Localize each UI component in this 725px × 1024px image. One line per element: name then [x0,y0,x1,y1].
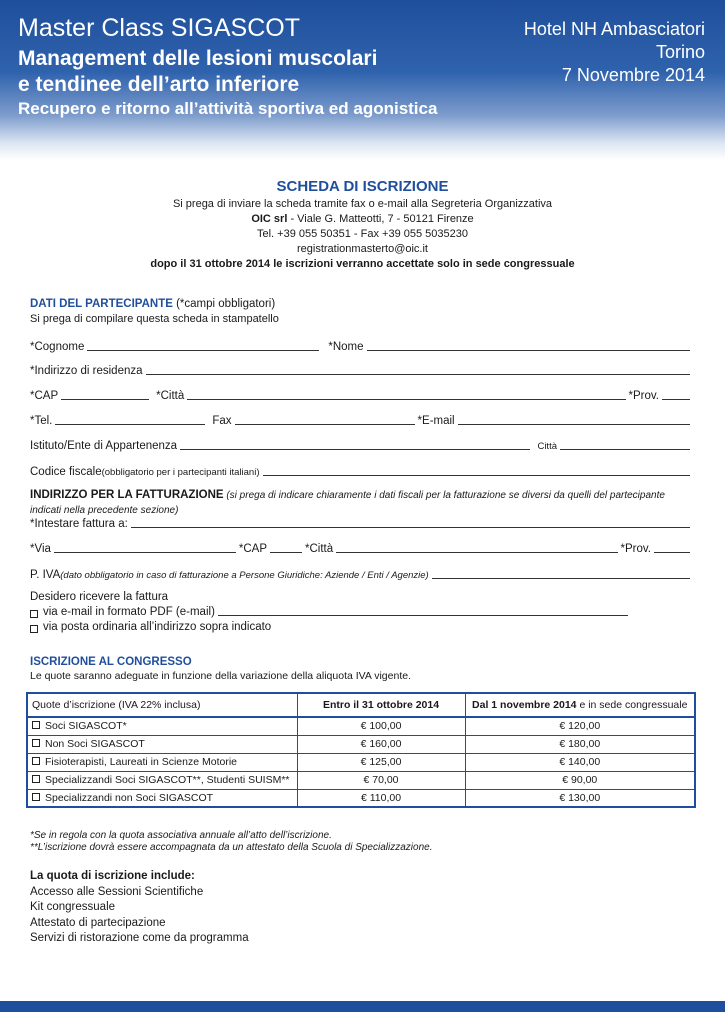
participant-title-text: DATI DEL PARTECIPANTE [30,298,173,310]
row-address [30,361,693,377]
table-row [27,771,695,789]
fee-late-cell: € 140,00 [465,753,695,771]
event-subtitle-line1: Management delle lesioni muscolari [18,47,378,70]
name-label: *Nome [328,341,364,353]
invoice-to-field[interactable] [131,516,690,528]
billing-title-text: INDIRIZZO PER LA FATTURAZIONE [30,489,224,501]
surname-label: *Cognome [30,341,85,353]
organizer-street: - Viale G. Matteotti, 7 - 50121 Firenze [287,213,474,225]
fee-checkbox[interactable] [32,757,40,765]
fee-includes [30,869,249,947]
deadline-note: dopo il 31 ottobre 2014 le iscrizioni verranno accettate solo in sede congressuale [150,258,575,270]
fee-checkbox[interactable] [32,721,40,729]
fee-header-late-text: Dal 1 novembre 2014 [472,699,577,711]
institute-city-field[interactable] [560,438,690,450]
address-field[interactable] [146,363,690,375]
event-subtitle-line3: Recupero e ritorno all’attività sportiva ed agonistica [18,99,438,118]
venue: Hotel NH Ambasciatori [523,19,705,39]
fee-type-label: Specializzandi Soci SIGASCOT**, Studenti SUISM** [45,774,290,786]
intro-line: Si prega di inviare la scheda tramite fax o e-mail alla Segreteria Organizzativa [172,198,553,210]
fee-header-early-text: Entro il 31 ottobre 2014 [322,699,440,711]
row-invoice-pdf [30,602,693,618]
institute-field[interactable] [180,438,530,450]
fee-type-cell [27,789,297,807]
fee-type-label: Fisioterapisti, Laureati in Scienze Motorie [45,756,238,768]
address-label: *Indirizzo di residenza [30,365,143,377]
fee-late-cell: € 90,00 [465,771,695,789]
fee-early-cell: € 100,00 [297,717,465,735]
participant-title-note: (*campi obbligatori) [172,298,276,310]
event-location [524,18,705,87]
fee-table [26,692,696,808]
cap-field[interactable] [61,388,149,400]
row-cap-city [30,386,693,402]
list-item: Kit congressuale [30,901,116,913]
list-item: Servizi di ristorazione come da programma [30,932,249,944]
email-label: *E-mail [417,415,455,427]
city-field[interactable] [187,388,625,400]
fiscal-code-label: Codice fiscale [30,466,102,478]
organizer-email: registrationmasterto@oic.it [297,243,428,255]
email-field[interactable] [458,413,690,425]
fee-type-cell [27,753,297,771]
vat-label: P. IVA [30,569,61,581]
billing-city-label: *Città [305,543,334,555]
tel-field[interactable] [55,413,205,425]
fee-header-type: Quote d’iscrizione (IVA 22% inclusa) [27,693,297,717]
list-item: Accesso alle Sessioni Scientifiche [30,885,204,898]
billing-street-label: *Via [30,543,51,555]
institute-city-label: Città [537,441,557,452]
congress-vat-note: Le quote saranno adeguate in funzione della variazione della aliquota IVA vigente. [30,670,412,682]
congress-section-title: ISCRIZIONE AL CONGRESSO [30,656,192,668]
fiscal-code-field[interactable] [263,464,691,476]
fiscal-code-note: (obbligatorio per i partecipanti italiani) [101,467,260,478]
billing-prov-field[interactable] [654,541,690,553]
list-item: Attestato di partecipazione [30,916,166,929]
fee-checkbox[interactable] [32,793,40,801]
organizer-phone: Tel. +39 055 50351 - Fax +39 055 5035230 [256,228,468,240]
billing-cap-field[interactable] [270,541,302,553]
footer-bar [0,1001,725,1012]
row-billing-address [30,539,693,555]
billing-cap-label: *CAP [238,543,268,555]
row-invoice-to [30,514,693,530]
billing-title-note: (si prega di indicare chiaramente i dati fiscali per la fatturazione se diversi da quelli del partecipante indicati nella precedente sezione) [30,490,665,516]
fee-type-label: Specializzandi non Soci SIGASCOT [45,791,214,804]
prov-field[interactable] [662,388,690,400]
organizer-address [0,212,725,227]
invoice-delivery-label: Desidero ricevere la fattura [30,591,169,603]
fee-late-cell: € 180,00 [465,735,695,753]
footnote-1: *Se in regola con la quota associativa annuale all’atto dell’iscrizione. [30,830,332,841]
billing-street-field[interactable] [54,541,236,553]
surname-field[interactable] [87,339,319,351]
row-fiscal-code [30,462,693,478]
header-banner [0,0,725,160]
invoice-to-label: *Intestare fattura a: [30,518,128,530]
table-row [27,735,695,753]
fee-late-cell: € 130,00 [465,789,695,807]
fee-table-header [27,693,695,717]
fee-type-cell [27,717,297,735]
row-invoice-post [30,617,693,633]
fee-header-early [297,693,465,717]
fee-early-cell: € 160,00 [297,735,465,753]
city: Torino [655,42,705,62]
fee-header-late-note: e in sede congressuale [576,699,688,711]
fee-type-label: Non Soci SIGASCOT [45,738,145,750]
billing-city-field[interactable] [336,541,617,553]
event-title: Master Class SIGASCOT [18,14,300,42]
row-vat [30,565,693,581]
participant-section-title [30,298,275,310]
fax-field[interactable] [235,413,415,425]
post-option-label: via posta ordinaria all’indirizzo sopra indicato [43,621,272,633]
pdf-email-field[interactable] [218,604,628,616]
fee-checkbox[interactable] [32,739,40,747]
participant-instruction: Si prega di compilare questa scheda in stampatello [30,313,279,325]
fee-early-cell: € 70,00 [297,771,465,789]
tel-label: *Tel. [30,415,53,427]
organizer-name: OIC srl [251,213,288,225]
prov-label: *Prov. [628,390,659,402]
fee-header-late [465,693,695,717]
row-name [30,337,693,353]
fee-type-cell [27,771,297,789]
fee-early-cell: € 125,00 [297,753,465,771]
city-label: *Città [156,390,185,402]
fee-late-cell: € 120,00 [465,717,695,735]
fee-type-cell [27,735,297,753]
pdf-option-label: via e-mail in formato PDF (e-mail) [43,606,215,618]
fee-early-cell: € 110,00 [297,789,465,807]
event-date: 7 Novembre 2014 [561,65,705,85]
fee-checkbox[interactable] [32,775,40,783]
form-intro [0,197,725,272]
event-subtitle-line2: e tendinee dell’arto inferiore [18,73,300,96]
row-contacts [30,411,693,427]
form-title: SCHEDA DI ISCRIZIONE [276,178,449,195]
fee-type-label: Soci SIGASCOT* [45,720,127,733]
post-checkbox[interactable] [30,625,38,633]
vat-field[interactable] [432,567,690,579]
row-institute [30,436,693,452]
footnote-2: **L’iscrizione dovrà essere accompagnata da un attestato della Scuola di Specializzazione. [30,842,433,853]
vat-note: (dato obbligatorio in caso di fatturazione a Persone Giuridiche: Aziende / Enti / Agenzie) [60,570,429,581]
table-row [27,717,695,735]
institute-label: Istituto/Ente di Appartenenza [30,440,178,452]
fax-label: Fax [212,415,232,427]
name-field[interactable] [367,339,691,351]
table-row [27,789,695,807]
cap-label: *CAP [30,390,59,402]
table-row [27,753,695,771]
billing-prov-label: *Prov. [620,543,651,555]
fee-includes-title: La quota di iscrizione include: [30,870,195,882]
